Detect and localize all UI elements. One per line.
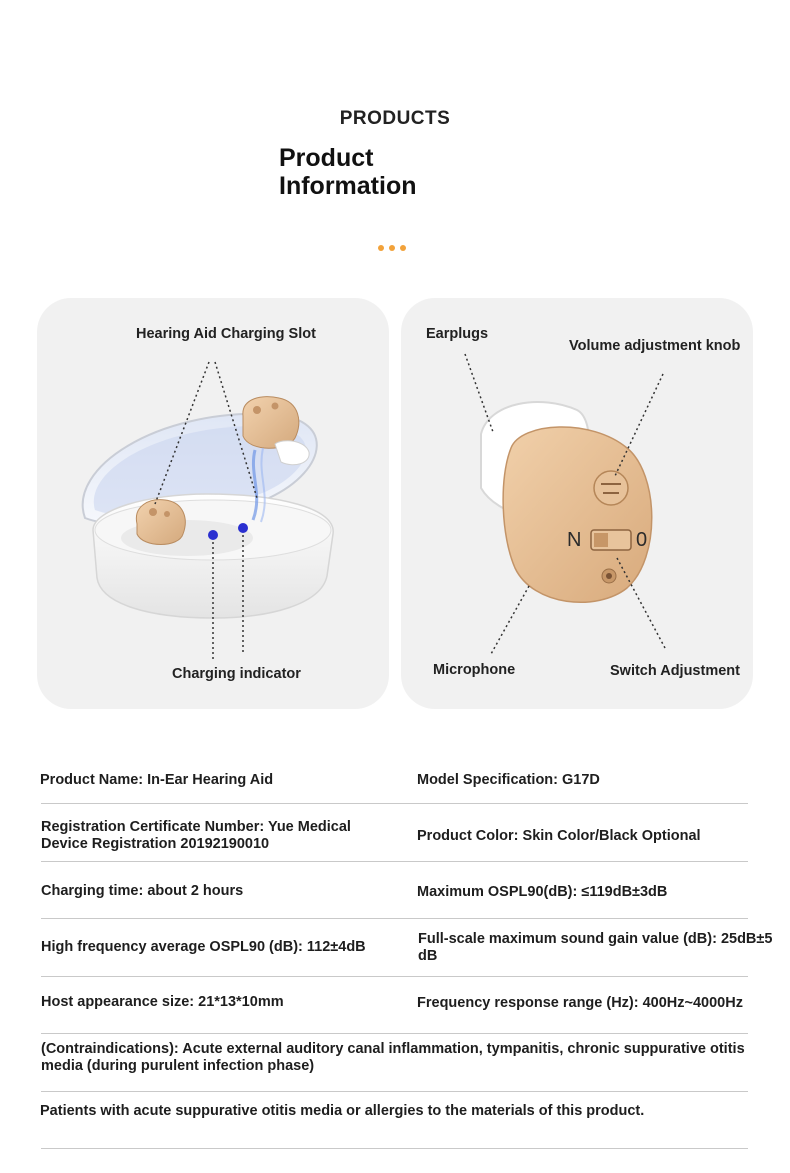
spec-registration — [41, 819, 351, 853]
switch-label-o: 0 — [636, 529, 648, 551]
page-title-line-1: Product — [279, 144, 374, 172]
spec-color: Product Color: Skin Color/Black Optional — [417, 828, 701, 844]
spec-max-ospl: Maximum OSPL90(dB): ≤119dB±3dB — [417, 884, 668, 900]
spec-hf-ospl: High frequency average OSPL90 (dB): 112±4dB — [41, 939, 366, 955]
switch-label-n: N — [567, 529, 582, 551]
spec-contraindications — [41, 1041, 751, 1075]
spec-divider-1 — [41, 803, 748, 804]
spec-divider-3 — [41, 918, 748, 919]
spec-registration-line-1: Registration Certificate Number: Yue Medical — [41, 819, 351, 835]
volume-knob — [594, 471, 628, 505]
charging-case-panel — [37, 298, 389, 709]
decorative-dots — [378, 238, 411, 256]
dot-1 — [378, 245, 384, 251]
spec-divider-2 — [41, 861, 748, 862]
spec-divider-6 — [41, 1091, 748, 1092]
dot-3 — [400, 245, 406, 251]
label-volume-knob: Volume adjustment knob — [569, 338, 741, 354]
label-earplugs: Earplugs — [426, 326, 489, 342]
spec-gain-line-2: dB — [418, 948, 438, 964]
indicator-light-2 — [238, 523, 248, 533]
spec-model: Model Specification: G17D — [417, 772, 600, 788]
spec-gain-line-1: Full-scale maximum sound gain value (dB): 25dB±5 — [418, 931, 773, 947]
hearing-aid-panel — [401, 298, 753, 709]
spec-divider-4 — [41, 976, 748, 977]
spec-size: Host appearance size: 21*13*10mm — [41, 994, 284, 1010]
spec-patients: Patients with acute suppurative otitis media or allergies to the materials of this product. — [40, 1103, 645, 1119]
spec-contraindications-line-2: media (during purulent infection phase) — [41, 1058, 315, 1074]
dot-2 — [389, 245, 395, 251]
hearing-aid-illustration — [401, 298, 753, 709]
spec-divider-5 — [41, 1033, 748, 1034]
hearing-aid-body — [503, 427, 652, 602]
page-title-line-2: Information — [279, 172, 417, 200]
spec-contraindications-line-1: (Contraindications): Acute external auditory canal inflammation, tympanitis, chronic suppurative otitis — [41, 1041, 745, 1057]
spec-gain — [418, 931, 772, 965]
spec-frequency: Frequency response range (Hz): 400Hz~4000Hz — [417, 995, 743, 1011]
spec-divider-7 — [41, 1148, 748, 1149]
label-microphone: Microphone — [433, 662, 516, 678]
spec-charging-time: Charging time: about 2 hours — [41, 883, 244, 899]
charging-case-illustration — [37, 298, 389, 709]
spec-registration-line-2: Device Registration 20192190010 — [41, 836, 270, 852]
label-charging-indicator: Charging indicator — [172, 666, 301, 682]
page-title — [279, 144, 417, 200]
section-kicker: PRODUCTS — [339, 108, 451, 129]
spec-product-name: Product Name: In-Ear Hearing Aid — [40, 772, 274, 788]
label-charging-slot: Hearing Aid Charging Slot — [136, 326, 316, 342]
indicator-light-1 — [208, 530, 218, 540]
hearing-aid-in-slot — [136, 500, 185, 545]
label-switch-adjustment: Switch Adjustment — [610, 663, 740, 679]
